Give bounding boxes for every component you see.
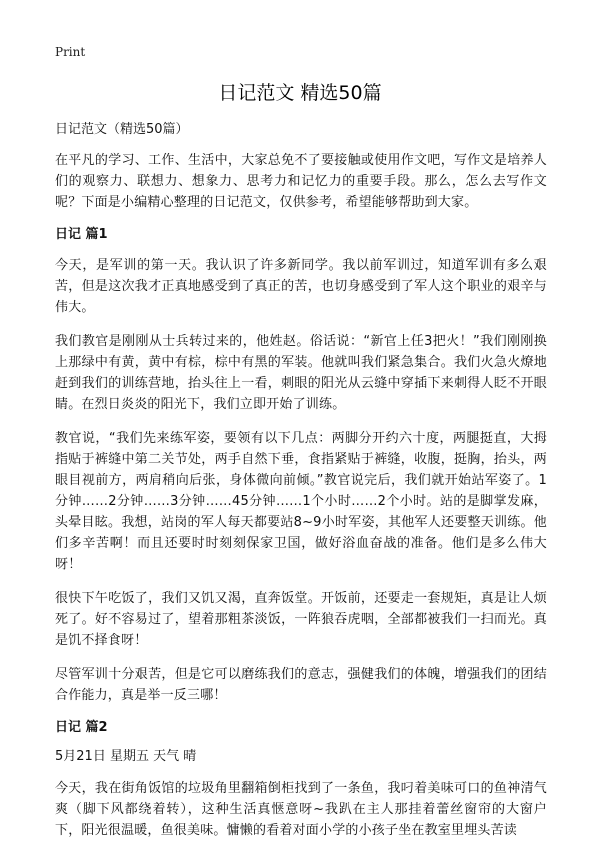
print-label[interactable]: Print — [55, 45, 86, 59]
section-1-paragraph: 尽管军训十分艰苦，但是它可以磨练我们的意志，强健我们的体魄，增强我们的团结合作能力，真是举一反三哪！ — [55, 667, 547, 703]
section-1-paragraph: 今天，是军训的第一天。我认识了许多新同学。我以前军训过，知道军训有多么艰苦，但是这次我才正真地感受到了真正的苦，也切身感受到了军人这个职业的艰辛与伟大。 — [55, 258, 547, 315]
diary-dateline: 5月21日 星期五 天气 晴 — [55, 749, 197, 764]
document-title: 日记范文 精选50篇 — [218, 82, 382, 104]
section-heading-1: 日记 篇1 — [55, 227, 108, 242]
document-body — [55, 121, 547, 854]
section-1-paragraph: 我们教官是刚刚从士兵转过来的，他姓赵。俗话说：“新官上任3把火！”我们刚刚换上那绿中有黄，黄中有棕，棕中有黑的军装。他就叫我们紧急集合。我们火急火燎地赶到我们的训练营地，抬头往上一看，刺眼的阳光从云缝中穿插下来刺得人眨不开眼睛。在烈日炎炎的阳光下，我们立即开始了训练。 — [55, 334, 547, 412]
section-1-paragraph: 很快下午吃饭了，我们又饥又渴，直奔饭堂。开饭前，还要走一套规矩，真是让人烦死了。好不容易过了，望着那粗茶淡饭，一阵狼吞虎咽，全部都被我们一扫而光。真是饥不择食呀！ — [55, 591, 547, 648]
intro-paragraph: 在平凡的学习、工作、生活中，大家总免不了要接触或使用作文吧，写作文是培养人们的观察力、联想力、想象力、思考力和记忆力的重要手段。那么，怎么去写作文呢？下面是小编精心整理的日记范文，仅供参考，希望能够帮助到大家。 — [55, 153, 547, 210]
section-1-paragraph: 教官说，“我们先来练军姿，要领有以下几点：两脚分开约六十度，两腿挺直，大拇指贴于裤缝中第二关节处，两手自然下垂，食指紧贴于裤缝，收腹，挺胸，抬头，两眼目视前方，两肩稍向后张，身体微向前倾。”教官说完后，我们就开始站军姿了。1分钟……2分钟……3分钟……45分钟……1个小时……2个小时。站的是脚掌发麻，头晕目眩。我想，站岗的军人每天都要站8~9小时军姿，其他军人还要整天训练。他们多辛苦啊！而且还要时时刻刻保家卫国，做好浴血奋战的准备。他们是多么伟大呀！ — [55, 431, 547, 572]
section-2-paragraph: 今天，我在街角饭馆的垃圾角里翻箱倒柜找到了一条鱼，我叼着美味可口的鱼神清气爽（脚下风都绕着转），这种生活真惬意呀~我趴在主人那挂着蕾丝窗帘的大窗户下，阳光很温暖，鱼很美味。慵懒的看着对面小学的小孩子坐在教室里埋头苦读 — [55, 781, 547, 838]
section-heading-2: 日记 篇2 — [55, 720, 108, 735]
document-subtitle: 日记范文（精选50篇） — [55, 122, 189, 137]
